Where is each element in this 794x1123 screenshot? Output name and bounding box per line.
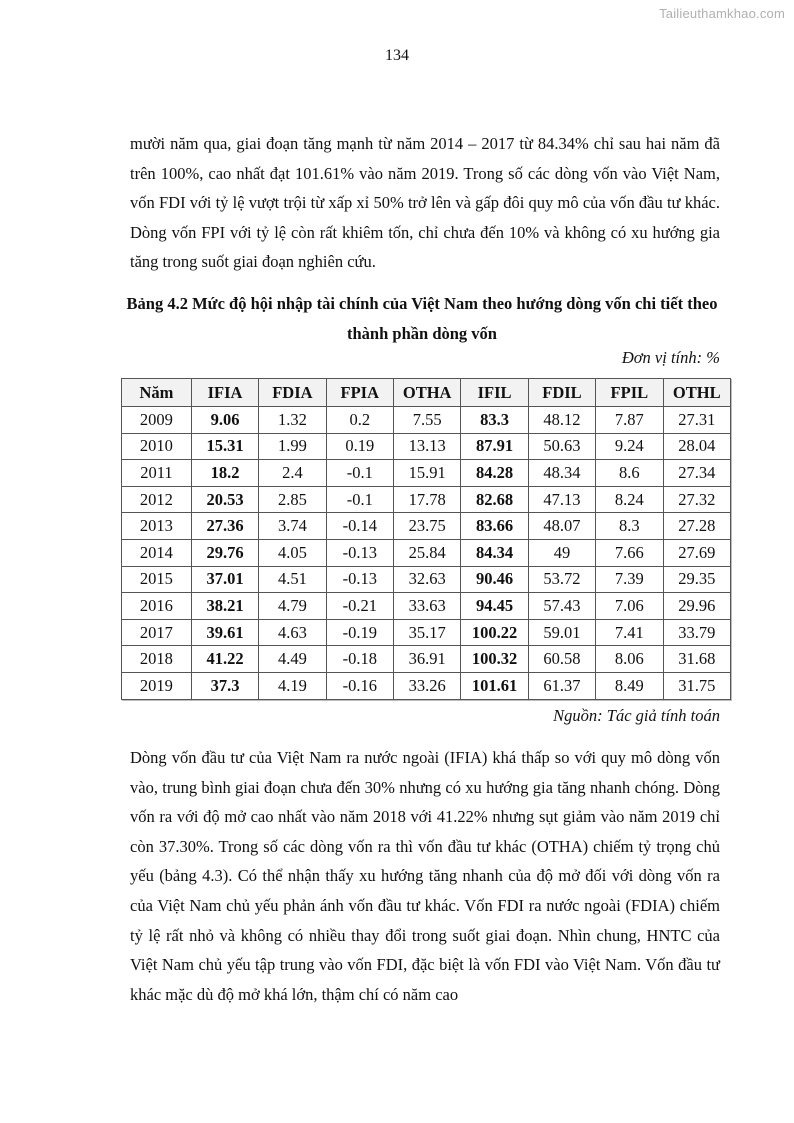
value-cell: 29.35 [663,566,730,593]
value-cell: 1.32 [259,407,326,434]
value-cell: 2.4 [259,460,326,487]
value-cell: 15.91 [393,460,460,487]
table-unit: Đơn vị tính: % [621,348,720,367]
value-cell: 83.3 [461,407,528,434]
value-cell: 29.76 [191,539,258,566]
value-cell: 3.74 [259,513,326,540]
value-cell: 8.24 [596,486,663,513]
table-row [122,460,731,487]
value-cell: 39.61 [191,619,258,646]
value-cell: 25.84 [393,539,460,566]
header-fpil: FPIL [596,379,663,407]
value-cell: 87.91 [461,433,528,460]
value-cell: 4.79 [259,593,326,620]
value-cell: 23.75 [393,513,460,540]
value-cell: 4.19 [259,672,326,699]
value-cell: 0.2 [326,407,393,434]
value-cell: 7.87 [596,407,663,434]
table-source: Nguồn: Tác giả tính toán [553,706,720,725]
value-cell: 31.68 [663,646,730,673]
value-cell: 47.13 [528,486,595,513]
watermark: Tailieuthamkhao.com [659,6,785,21]
value-cell: 90.46 [461,566,528,593]
value-cell: -0.18 [326,646,393,673]
value-cell: 36.91 [393,646,460,673]
value-cell: 27.28 [663,513,730,540]
header-fdil: FDIL [528,379,595,407]
year-cell: 2019 [122,672,192,699]
value-cell: 2.85 [259,486,326,513]
value-cell: 57.43 [528,593,595,620]
value-cell: 59.01 [528,619,595,646]
value-cell: -0.13 [326,539,393,566]
table-caption: Bảng 4.2 Mức độ hội nhập tài chính của Việt Nam theo hướng dòng vốn chi tiết theo thành phần dòng vốn [126,294,718,343]
year-cell: 2016 [122,593,192,620]
value-cell: -0.1 [326,486,393,513]
paragraph-analysis: Dòng vốn đầu tư của Việt Nam ra nước ngoài (IFIA) khá thấp so với quy mô dòng vốn vào, trung bình giai đoạn chưa đến 30% nhưng có xu hướng gia tăng nhanh chóng. Dòng vốn ra với độ mở cao nhất vào năm 2018 với 41.22% nhưng sụt giảm vào năm 2019 chỉ còn 37.30%. Trong số các dòng vốn ra thì vốn đầu tư khác (OTHA) chiếm tỷ trọng chủ yếu (bảng 4.3). Có thể nhận thấy xu hướng tăng nhanh của độ mở đối với dòng vốn ra của Việt Nam chủ yếu phản ánh vốn đầu tư khác. Vốn FDI ra nước ngoài (FDIA) chiếm tỷ lệ rất nhỏ và không có nhiều thay đổi trong suốt giai đoạn. Nhìn chung, HNTC của Việt Nam chủ yếu tập trung vào vốn FDI, đặc biệt là vốn FDI vào Việt Nam. Vốn đầu tư khác mặc dù độ mở khá lớn, thậm chí có năm cao [130,748,720,1004]
value-cell: 31.75 [663,672,730,699]
header-fdia: FDIA [259,379,326,407]
value-cell: 37.3 [191,672,258,699]
value-cell: 84.34 [461,539,528,566]
value-cell: 8.6 [596,460,663,487]
value-cell: 15.31 [191,433,258,460]
value-cell: 27.34 [663,460,730,487]
value-cell: 60.58 [528,646,595,673]
value-cell: 4.63 [259,619,326,646]
value-cell: 7.55 [393,407,460,434]
value-cell: 27.32 [663,486,730,513]
value-cell: 48.07 [528,513,595,540]
year-cell: 2013 [122,513,192,540]
year-cell: 2009 [122,407,192,434]
header-ifia: IFIA [191,379,258,407]
value-cell: 38.21 [191,593,258,620]
table-row [122,486,731,513]
value-cell: 100.22 [461,619,528,646]
value-cell: 48.12 [528,407,595,434]
value-cell: 8.49 [596,672,663,699]
value-cell: 41.22 [191,646,258,673]
value-cell: 28.04 [663,433,730,460]
value-cell: 32.63 [393,566,460,593]
year-cell: 2011 [122,460,192,487]
value-cell: -0.13 [326,566,393,593]
header-othl: OTHL [663,379,730,407]
year-cell: 2015 [122,566,192,593]
value-cell: 33.63 [393,593,460,620]
page-number: 134 [385,47,409,64]
value-cell: 100.32 [461,646,528,673]
value-cell: 84.28 [461,460,528,487]
table-body [122,407,731,700]
value-cell: 13.13 [393,433,460,460]
table-row [122,539,731,566]
value-cell: 33.79 [663,619,730,646]
table-row [122,407,731,434]
header-fpia: FPIA [326,379,393,407]
value-cell: 7.06 [596,593,663,620]
table-row [122,646,731,673]
value-cell: -0.1 [326,460,393,487]
value-cell: 37.01 [191,566,258,593]
value-cell: 20.53 [191,486,258,513]
table-row [122,619,731,646]
value-cell: 82.68 [461,486,528,513]
value-cell: 101.61 [461,672,528,699]
value-cell: -0.21 [326,593,393,620]
value-cell: 29.96 [663,593,730,620]
year-cell: 2012 [122,486,192,513]
value-cell: -0.16 [326,672,393,699]
table-header-row [122,379,731,407]
value-cell: 27.36 [191,513,258,540]
value-cell: 49 [528,539,595,566]
value-cell: 35.17 [393,619,460,646]
value-cell: 4.49 [259,646,326,673]
year-cell: 2014 [122,539,192,566]
table-row [122,672,731,699]
value-cell: 7.66 [596,539,663,566]
financial-integration-table [121,378,731,700]
value-cell: 48.34 [528,460,595,487]
value-cell: 17.78 [393,486,460,513]
value-cell: 8.3 [596,513,663,540]
value-cell: -0.19 [326,619,393,646]
value-cell: 9.06 [191,407,258,434]
value-cell: 4.05 [259,539,326,566]
value-cell: 53.72 [528,566,595,593]
year-cell: 2018 [122,646,192,673]
table-row [122,513,731,540]
table-row [122,433,731,460]
paragraph-intro: mười năm qua, giai đoạn tăng mạnh từ năm 2014 – 2017 từ 84.34% chỉ sau hai năm đã trên 100%, cao nhất đạt 101.61% vào năm 2019. Trong số các dòng vốn vào Việt Nam, vốn FDI với tỷ lệ vượt trội từ xấp xỉ 50% trở lên và gấp đôi quy mô của vốn đầu tư khác. Dòng vốn FPI với tỷ lệ còn rất khiêm tốn, chỉ chưa đến 10% và không có xu hướng gia tăng trong suốt giai đoạn nghiên cứu. [130,134,720,272]
value-cell: 61.37 [528,672,595,699]
value-cell: 50.63 [528,433,595,460]
year-cell: 2010 [122,433,192,460]
value-cell: -0.14 [326,513,393,540]
value-cell: 94.45 [461,593,528,620]
value-cell: 4.51 [259,566,326,593]
value-cell: 9.24 [596,433,663,460]
value-cell: 1.99 [259,433,326,460]
value-cell: 27.31 [663,407,730,434]
value-cell: 83.66 [461,513,528,540]
value-cell: 27.69 [663,539,730,566]
value-cell: 7.41 [596,619,663,646]
table-row [122,593,731,620]
value-cell: 0.19 [326,433,393,460]
value-cell: 8.06 [596,646,663,673]
table-row [122,566,731,593]
header-otha: OTHA [393,379,460,407]
year-cell: 2017 [122,619,192,646]
header-year: Năm [122,379,192,407]
value-cell: 33.26 [393,672,460,699]
value-cell: 7.39 [596,566,663,593]
header-ifil: IFIL [461,379,528,407]
value-cell: 18.2 [191,460,258,487]
